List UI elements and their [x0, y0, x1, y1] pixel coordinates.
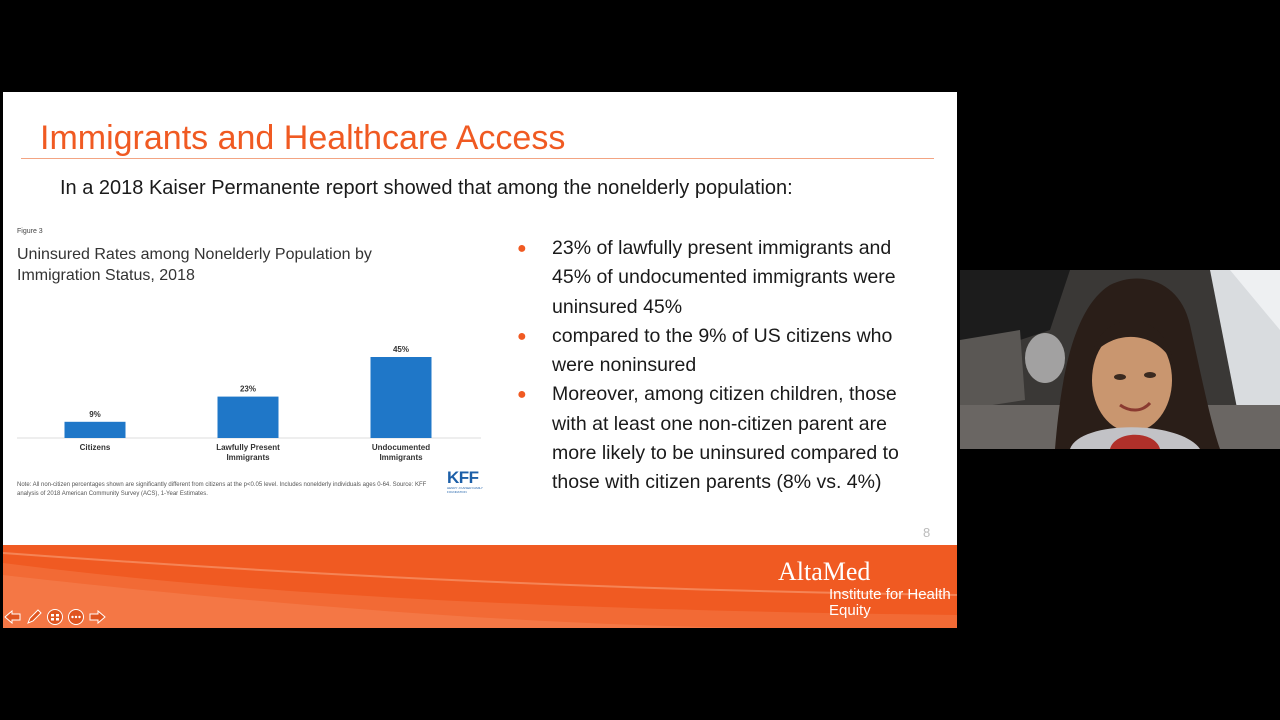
slide-intro-text: In a 2018 Kaiser Permanente report showed that among the nonelderly population: — [60, 177, 793, 199]
bullet-text: Moreover, among citizen children, those with at least one non-citizen parent are more likely to be uninsured compared to those with citizen parents (8% vs. 4%) — [552, 383, 899, 494]
bar-1 — [65, 422, 126, 438]
bullet-text: 23% of lawfully present immigrants and 45% of undocumented immigrants were uninsured 45% — [552, 237, 896, 318]
presenter-webcam — [960, 270, 1280, 449]
chart-title: Uninsured Rates among Nonelderly Population by Immigration Status, 2018 — [17, 246, 372, 284]
more-options-icon — [67, 608, 85, 626]
pen-icon — [25, 608, 43, 626]
bullet-item — [515, 234, 935, 322]
pen-tool-button[interactable] — [24, 608, 43, 626]
slideshow-controls — [3, 608, 106, 626]
bar-2 — [218, 397, 279, 438]
kff-logo-text: KFF — [447, 468, 479, 487]
bar-value-label: 45% — [392, 345, 410, 354]
bullet-item — [515, 380, 935, 497]
bullet-item — [515, 322, 935, 381]
next-slide-button[interactable] — [87, 608, 106, 626]
bullet-dot-icon: ● — [517, 240, 527, 257]
altamed-subtitle: Institute for Health Equity — [829, 586, 951, 619]
bullet-text: compared to the 9% of US citizens who were noninsured — [552, 324, 893, 377]
kff-logo — [447, 470, 487, 494]
category-label: Citizens — [79, 443, 111, 452]
bullet-dot-icon: ● — [517, 386, 527, 404]
slide-number: 8 — [923, 525, 931, 540]
figure-label: Figure 3 — [17, 228, 43, 235]
slide-title: Immigrants and Healthcare Access — [40, 119, 566, 157]
altamed-logo: AltaMed — [778, 557, 871, 586]
category-label: Undocumented Immigrants — [371, 443, 431, 462]
see-all-slides-button[interactable] — [45, 608, 64, 626]
slides-grid-icon — [46, 608, 64, 626]
slide-footer-band — [3, 545, 957, 628]
bar-value-label: 23% — [239, 384, 257, 394]
title-divider — [21, 158, 934, 159]
bar-3 — [371, 357, 432, 438]
previous-slide-button[interactable] — [3, 608, 22, 626]
bar-value-label: 9% — [89, 409, 101, 419]
bullet-dot-icon: ● — [517, 327, 527, 345]
bar-chart — [3, 332, 493, 467]
arrow-left-icon — [4, 609, 22, 625]
more-options-button[interactable] — [66, 608, 85, 626]
kff-logo-subtext: HENRY J KAISER FAMILY FOUNDATION — [447, 486, 483, 494]
presentation-slide — [3, 92, 957, 628]
chart-source-note: Note: All non-citizen percentages shown are significantly different from citizens at the p<0.05 level. Includes nonelderly individuals ages 0-64. Source: KFF analysis of 2018 American Community Survey (ACS), 1-Year Estimates. — [17, 482, 427, 497]
category-label: Lawfully Present Immigrants — [216, 443, 280, 462]
presenter-video-feed — [960, 270, 1280, 449]
bullet-list — [515, 234, 935, 498]
arrow-right-icon — [88, 609, 106, 625]
